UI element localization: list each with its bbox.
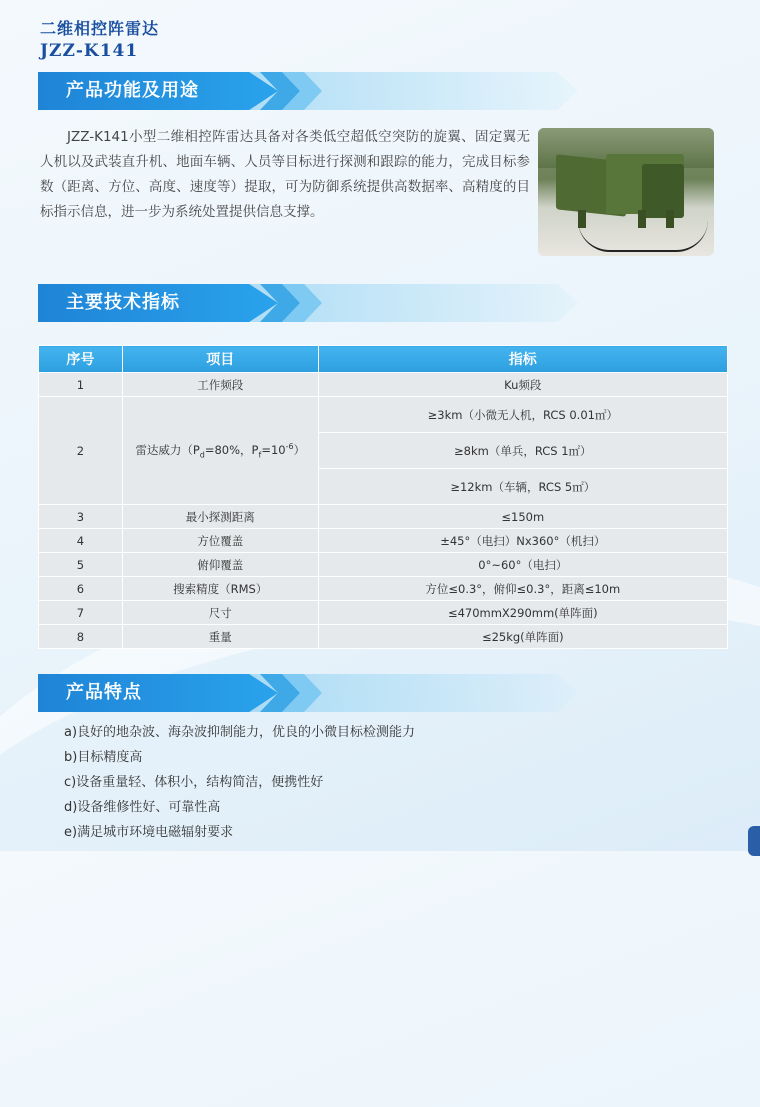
header-value: 指标 (318, 346, 727, 373)
table-row (39, 625, 728, 649)
row-item: 尺寸 (122, 601, 318, 625)
table-row (39, 397, 728, 433)
row-value: ≤150m (318, 505, 727, 529)
row-no: 6 (39, 577, 123, 601)
list-item: e)满足城市环境电磁辐射要求 (64, 825, 234, 840)
table-header-row (39, 346, 728, 373)
spec-table (38, 345, 728, 649)
radar-photo (538, 128, 714, 256)
section-banner-features (38, 674, 578, 712)
row-value: 0°~60°（电扫） (318, 553, 727, 577)
table-row (39, 529, 728, 553)
row-item: 方位覆盖 (122, 529, 318, 553)
row-item: 俯仰覆盖 (122, 553, 318, 577)
row-value: ≥12km（车辆，RCS 5㎡） (318, 469, 727, 505)
row-no: 1 (39, 373, 123, 397)
section-banner-function (38, 72, 578, 110)
row-no: 5 (39, 553, 123, 577)
intro-paragraph: JZZ-K141小型二维相控阵雷达具备对各类低空超低空突防的旋翼、固定翼无人机以及武装直升机、地面车辆、人员等目标进行探测和跟踪的能力，完成目标参数（距离、方位、高度、速度等）提取，可为防御系统提供高数据率、高精度的目标指示信息，进一步为系统处置提供信息支撑。 (40, 129, 530, 220)
row-value: ≤470mmX290mm(单阵面) (318, 601, 727, 625)
header-item: 项目 (122, 346, 318, 373)
row-item: 最小探测距离 (122, 505, 318, 529)
table-row (39, 505, 728, 529)
feature-list (64, 720, 415, 845)
row-item: 工作频段 (122, 373, 318, 397)
row-no: 3 (39, 505, 123, 529)
list-item: a)良好的地杂波、海杂波抑制能力，优良的小微目标检测能力 (64, 725, 416, 740)
table-row (39, 553, 728, 577)
row-value: ≥3km（小微无人机，RCS 0.01㎡） (318, 397, 727, 433)
corner-tab-icon (748, 826, 760, 856)
row-item: 重量 (122, 625, 318, 649)
list-item: b)目标精度高 (64, 750, 143, 765)
row-no: 8 (39, 625, 123, 649)
row-value: 方位≤0.3°，俯仰≤0.3°，距离≤10m (318, 577, 727, 601)
row-no: 7 (39, 601, 123, 625)
header-no: 序号 (39, 346, 123, 373)
row-item: 搜索精度（RMS） (122, 577, 318, 601)
section-title-specs: 主要技术指标 (66, 292, 180, 313)
row-value: ±45°（电扫）Nx360°（机扫） (318, 529, 727, 553)
document-title: 二维相控阵雷达 (40, 19, 160, 38)
document-header (40, 16, 159, 61)
section-title-function: 产品功能及用途 (66, 80, 199, 101)
section-banner-specs (38, 284, 578, 322)
table-row (39, 577, 728, 601)
section-title-features: 产品特点 (66, 682, 142, 703)
row-no: 2 (39, 397, 123, 505)
list-item: c)设备重量轻、体积小，结构简洁，便携性好 (64, 775, 324, 790)
row-value: ≤25kg(单阵面) (318, 625, 727, 649)
table-row (39, 601, 728, 625)
row-value: ≥8km（单兵，RCS 1㎡） (318, 433, 727, 469)
table-row (39, 373, 728, 397)
row-item: 雷达威力（$P_d=80\%$，$P_f=10^{-6}$） (122, 397, 318, 505)
row-value: Ku频段 (318, 373, 727, 397)
row-no: 4 (39, 529, 123, 553)
model-number: JZZ-K141 (40, 41, 139, 61)
list-item: d)设备维修性好、可靠性高 (64, 800, 221, 815)
